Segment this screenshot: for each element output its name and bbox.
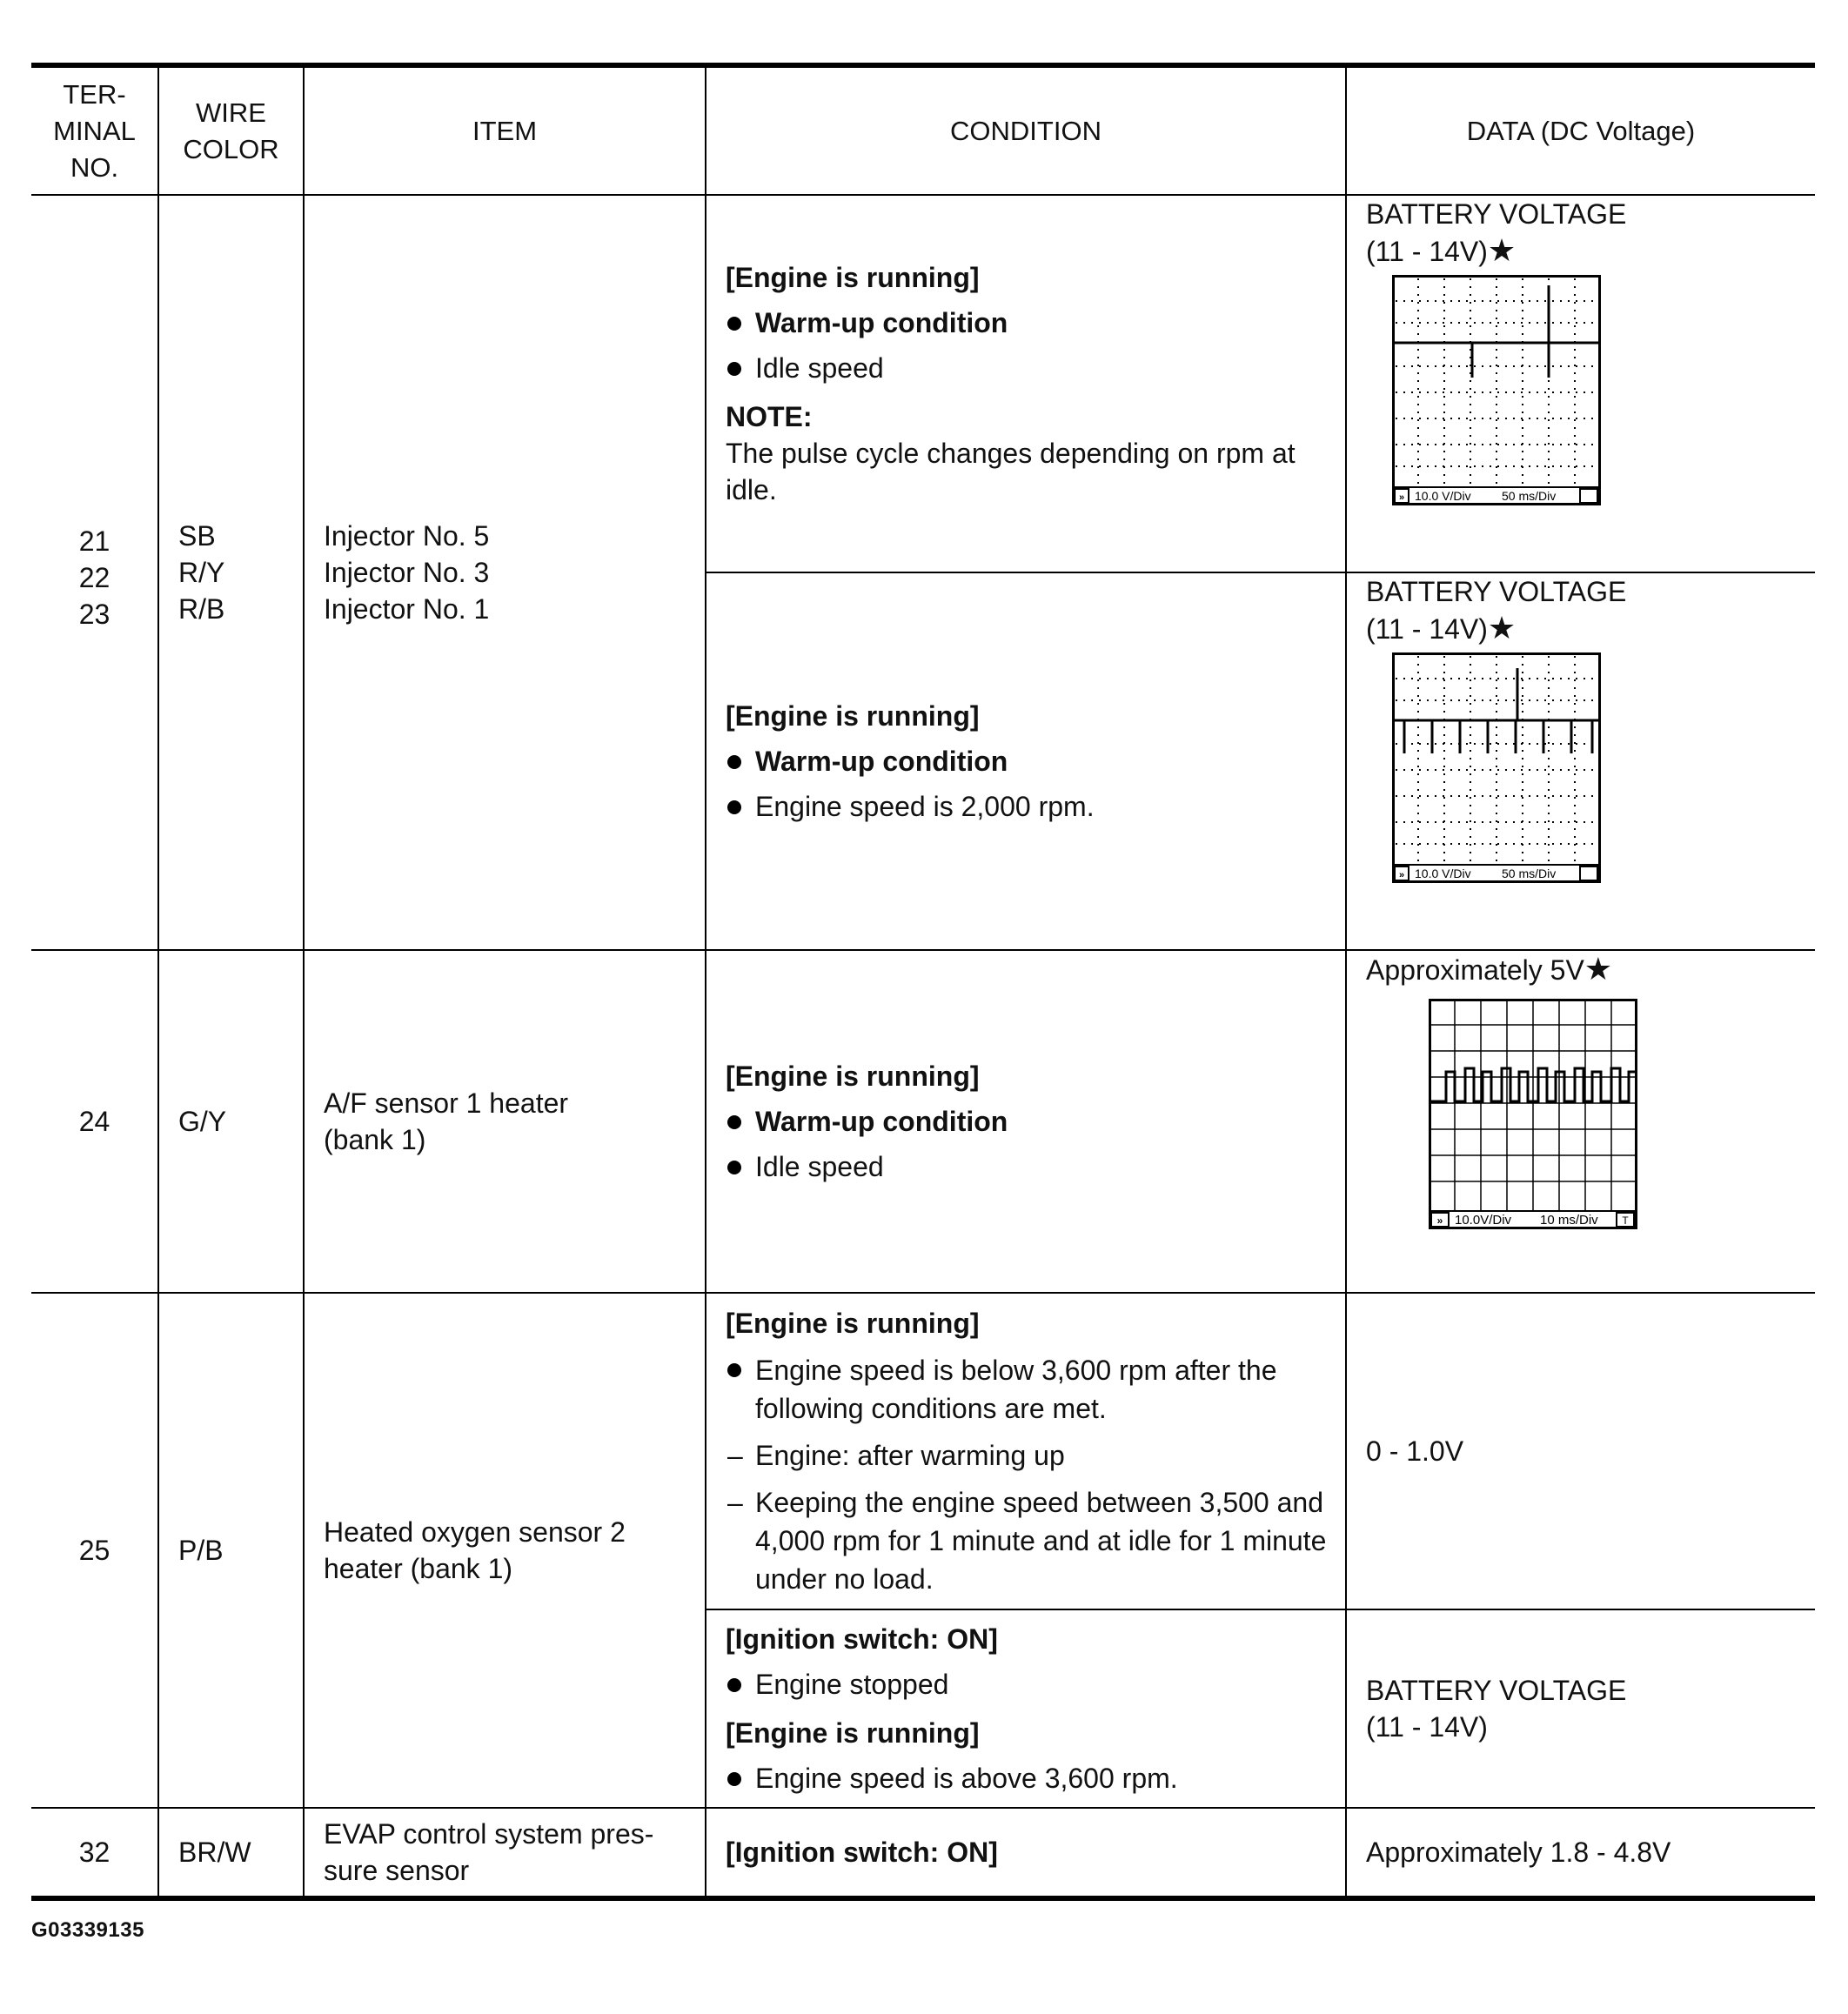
scope-time-scale: 50 ms/Div <box>1502 866 1557 880</box>
data-value: Approximately 5V★ <box>1366 951 1613 987</box>
condition-bullet: Warm-up condition <box>726 304 1328 341</box>
condition-bullet: Engine speed is above 3,600 rpm. <box>726 1760 1328 1797</box>
table-row <box>31 1293 1815 1609</box>
condition-bullet: Engine speed is 2,000 rpm. <box>726 788 1328 825</box>
terminal-data-table <box>31 63 1815 1901</box>
condition-cell: [Ignition switch: ON] <box>706 1808 1346 1898</box>
item-cell: Injector No. 5 Injector No. 3 Injector No. 1 <box>304 195 706 950</box>
condition-bullet: Warm-up condition <box>726 1103 1328 1140</box>
condition-dash-item: – Engine: after warming up <box>726 1436 1328 1475</box>
item-cell: Heated oxygen sensor 2 heater (bank 1) <box>304 1293 706 1808</box>
oscilloscope-waveform-2000rpm <box>1392 652 1601 883</box>
condition-heading: [Engine is running] <box>726 262 980 293</box>
data-value: BATTERY VOLTAGE <box>1366 198 1627 230</box>
item-cell: EVAP control system pres- sure sensor <box>304 1808 706 1898</box>
scope-time-scale: 50 ms/Div <box>1502 489 1557 503</box>
data-cell <box>1346 572 1815 950</box>
data-cell: Approximately 1.8 - 4.8V <box>1346 1808 1815 1898</box>
data-value: (11 - 14V) <box>1366 1711 1488 1743</box>
star-icon: ★ <box>1487 232 1517 268</box>
scope-volt-scale: 10.0V/Div <box>1455 1213 1512 1228</box>
header-item: ITEM <box>304 65 706 195</box>
data-value: (11 - 14V)★ <box>1366 610 1517 646</box>
terminal-cell: 32 <box>31 1808 158 1898</box>
data-cell <box>1346 950 1815 1293</box>
terminal-cell: 25 <box>31 1293 158 1808</box>
terminal-cell: 21 22 23 <box>31 195 158 950</box>
data-value: BATTERY VOLTAGE <box>1366 1675 1627 1706</box>
table-row <box>31 1808 1815 1898</box>
wire-color-cell: G/Y <box>158 950 304 1293</box>
header-row <box>31 65 1815 195</box>
data-cell: 0 - 1.0V <box>1346 1293 1815 1609</box>
note-label: NOTE: <box>726 401 813 432</box>
oscilloscope-waveform-idle <box>1392 275 1601 505</box>
table-row <box>31 195 1815 572</box>
header-terminal: TER- MINAL NO. <box>31 65 158 195</box>
table-row <box>31 950 1815 1293</box>
condition-heading: [Engine is running] <box>726 1717 980 1749</box>
header-condition: CONDITION <box>706 65 1346 195</box>
header-wire-color: WIRE COLOR <box>158 65 304 195</box>
data-cell <box>1346 195 1815 572</box>
condition-cell <box>706 1609 1346 1808</box>
figure-code: G03339135 <box>31 1918 144 1942</box>
svg-text:»: » <box>1398 492 1405 503</box>
wire-color-cell: BR/W <box>158 1808 304 1898</box>
svg-text:»: » <box>1436 1214 1443 1227</box>
data-value: BATTERY VOLTAGE <box>1366 576 1627 607</box>
condition-cell <box>706 1293 1346 1609</box>
star-icon: ★ <box>1584 951 1613 987</box>
wire-color-cell: SB R/Y R/B <box>158 195 304 950</box>
header-data: DATA (DC Voltage) <box>1346 65 1815 195</box>
star-icon: ★ <box>1487 610 1517 646</box>
condition-heading: [Engine is running] <box>726 700 980 732</box>
oscilloscope-waveform-af-heater <box>1429 999 1637 1229</box>
item-cell: A/F sensor 1 heater (bank 1) <box>304 950 706 1293</box>
condition-cell <box>706 195 1346 572</box>
terminal-cell: 24 <box>31 950 158 1293</box>
condition-bullet: Idle speed <box>726 350 1328 386</box>
condition-bullet: Engine speed is below 3,600 rpm after the following conditions are met. <box>726 1351 1328 1428</box>
condition-heading: [Ignition switch: ON] <box>726 1623 998 1655</box>
note-text: The pulse cycle changes depending on rpm at idle. <box>726 438 1296 505</box>
wire-color-cell: P/B <box>158 1293 304 1808</box>
data-cell <box>1346 1609 1815 1808</box>
scope-trigger-label: T <box>1622 1214 1629 1227</box>
condition-cell <box>706 572 1346 950</box>
scope-volt-scale: 10.0 V/Div <box>1415 866 1471 880</box>
condition-heading: [Engine is running] <box>726 1061 980 1092</box>
condition-dash-item: – Keeping the engine speed between 3,500 and 4,000 rpm for 1 minute and at idle for 1 minute under no load. <box>726 1483 1328 1598</box>
condition-bullet: Idle speed <box>726 1148 1328 1185</box>
data-value: (11 - 14V)★ <box>1366 232 1517 268</box>
scope-time-scale: 10 ms/Div <box>1540 1213 1598 1228</box>
condition-bullet: Warm-up condition <box>726 743 1328 780</box>
spec-table <box>31 63 1815 1901</box>
condition-cell <box>706 950 1346 1293</box>
condition-bullet: Engine stopped <box>726 1666 1328 1703</box>
scope-volt-scale: 10.0 V/Div <box>1415 489 1471 503</box>
condition-heading: [Engine is running] <box>726 1308 980 1339</box>
svg-text:»: » <box>1398 870 1405 880</box>
